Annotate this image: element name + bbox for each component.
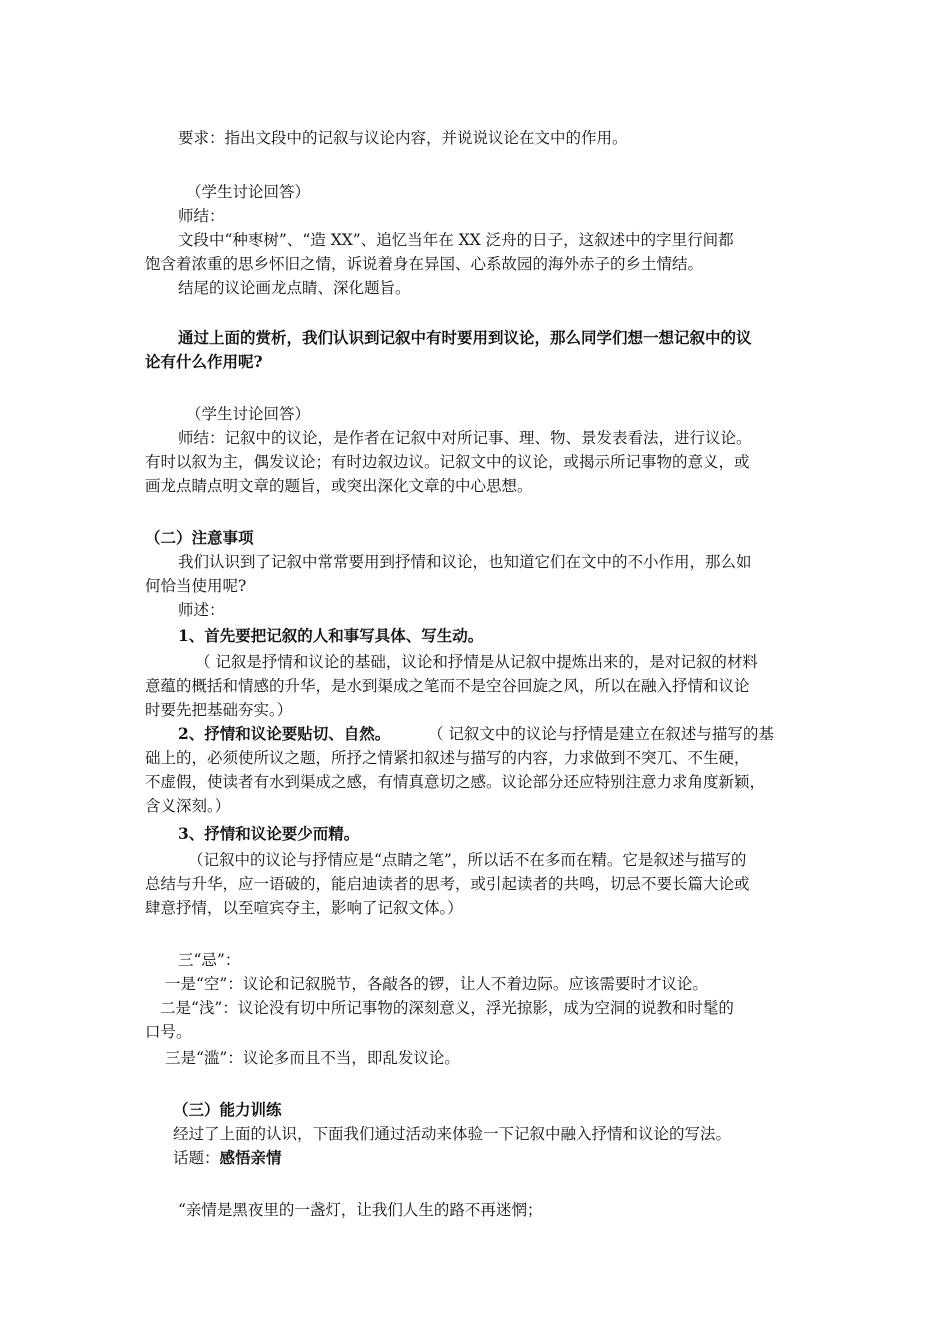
topic-label: 话题： — [173, 1149, 220, 1167]
paragraph-line: 意蕴的概括和情感的升华，是水到渠成之笔而不是空谷回旋之风，所以在融入抒情和议论 — [145, 677, 750, 695]
paragraph-line: 文段中“种枣树”、“造 XX”、追忆当年在 XX 泛舟的日子，这叙述中的字里行间都 — [178, 231, 734, 249]
paragraph-line: 我们认识到了记叙中常常要用到抒情和议论，也知道它们在文中的不小作用，那么如 — [178, 553, 752, 571]
paragraph-line: 饱含着浓重的思乡怀旧之情，诉说着身在异国、心系故园的海外赤子的乡土情结。 — [145, 255, 704, 273]
student-discussion-note: （学生讨论回答） — [186, 183, 311, 201]
bold-question-line: 论有什么作用呢? — [145, 352, 263, 371]
topic-line — [173, 1146, 282, 1170]
paragraph-line: 时要先把基础夯实。） — [145, 701, 293, 719]
section-heading: （三）能力训练 — [173, 1100, 282, 1119]
bold-question-line: 通过上面的赏析，我们认识到记叙中有时要用到议论，那么同学们想一想记叙中的议 — [178, 328, 752, 347]
three-taboos-heading: 三“忌”： — [178, 951, 241, 969]
point-heading: 3、抒情和议论要少而精。 — [178, 824, 360, 843]
taboo-item-continued: 口号。 — [145, 1023, 192, 1041]
teacher-statement-label: 师述： — [178, 601, 225, 619]
paragraph-line: 础上的，必须使所议之题，所抒之情紧扣叙述与描写的内容，力求做到不突兀、不生硬， — [145, 749, 750, 767]
point-heading: 1、首先要把记叙的人和事写具体、写生动。 — [178, 626, 484, 645]
paragraph-line: 肆意抒情，以至喧宾夺主，影响了记叙文体。） — [145, 899, 463, 917]
point-heading: 2、抒情和议论要贴切、自然。 — [178, 724, 391, 743]
teacher-summary-label: 师结： — [178, 207, 225, 225]
paragraph-line: 结尾的议论画龙点睛、深化题旨。 — [178, 279, 411, 297]
quote-line: “亲情是黑夜里的一盏灯，让我们人生的路不再迷惘； — [178, 1201, 543, 1219]
paragraph-line: （ 记叙是抒情和议论的基础，议论和抒情是从记叙中提炼出来的，是对记叙的材料 — [195, 653, 758, 671]
paragraph-line: 不虚假，使读者有水到渠成之感，有情真意切之感。议论部分还应特别注意力求角度新颖， — [145, 773, 766, 791]
requirement-line: 要求：指出文段中的记叙与议论内容，并说说议论在文中的作用。 — [178, 129, 628, 147]
section-heading: （二）注意事项 — [145, 528, 254, 547]
paragraph-line: （ 记叙文中的议论与抒情是建立在叙述与描写的基 — [428, 725, 774, 743]
topic-title: 感悟亲情 — [219, 1148, 282, 1167]
paragraph-line: 画龙点睛点明文章的题旨，或突出深化文章的中心思想。 — [145, 477, 533, 495]
paragraph-line: 有时以叙为主，偶发议论；有时边叙边议。记叙文中的议论，或揭示所记事物的意义，或 — [145, 453, 750, 471]
taboo-item: 三是“滥”：议论多而且不当，即乱发议论。 — [165, 1049, 460, 1067]
taboo-item: 二是“浅”：议论没有切中所记事物的深刻意义，浮光掠影，成为空洞的说教和时髦的 — [160, 999, 734, 1017]
paragraph-line: 经过了上面的认识，下面我们通过活动来体验一下记叙中融入抒情和议论的写法。 — [173, 1125, 732, 1143]
taboo-item: 一是“空”：议论和记叙脱节，各敲各的锣，让人不着边际。应该需要时才议论。 — [165, 975, 708, 993]
paragraph-line: 师结：记叙中的议论，是作者在记叙中对所记事、理、物、景发表看法，进行议论。 — [178, 429, 752, 447]
paragraph-line: （记叙中的议论与抒情应是“点睛之笔”，所以话不在多而在精。它是叙述与描写的 — [188, 851, 747, 869]
student-discussion-note: （学生讨论回答） — [186, 405, 311, 423]
paragraph-line: 何恰当使用呢? — [145, 577, 247, 595]
paragraph-line: 含义深刻。） — [145, 797, 231, 815]
paragraph-line: 总结与升华，应一语破的，能启迪读者的思考，或引起读者的共鸣，切忌不要长篇大论或 — [145, 875, 750, 893]
